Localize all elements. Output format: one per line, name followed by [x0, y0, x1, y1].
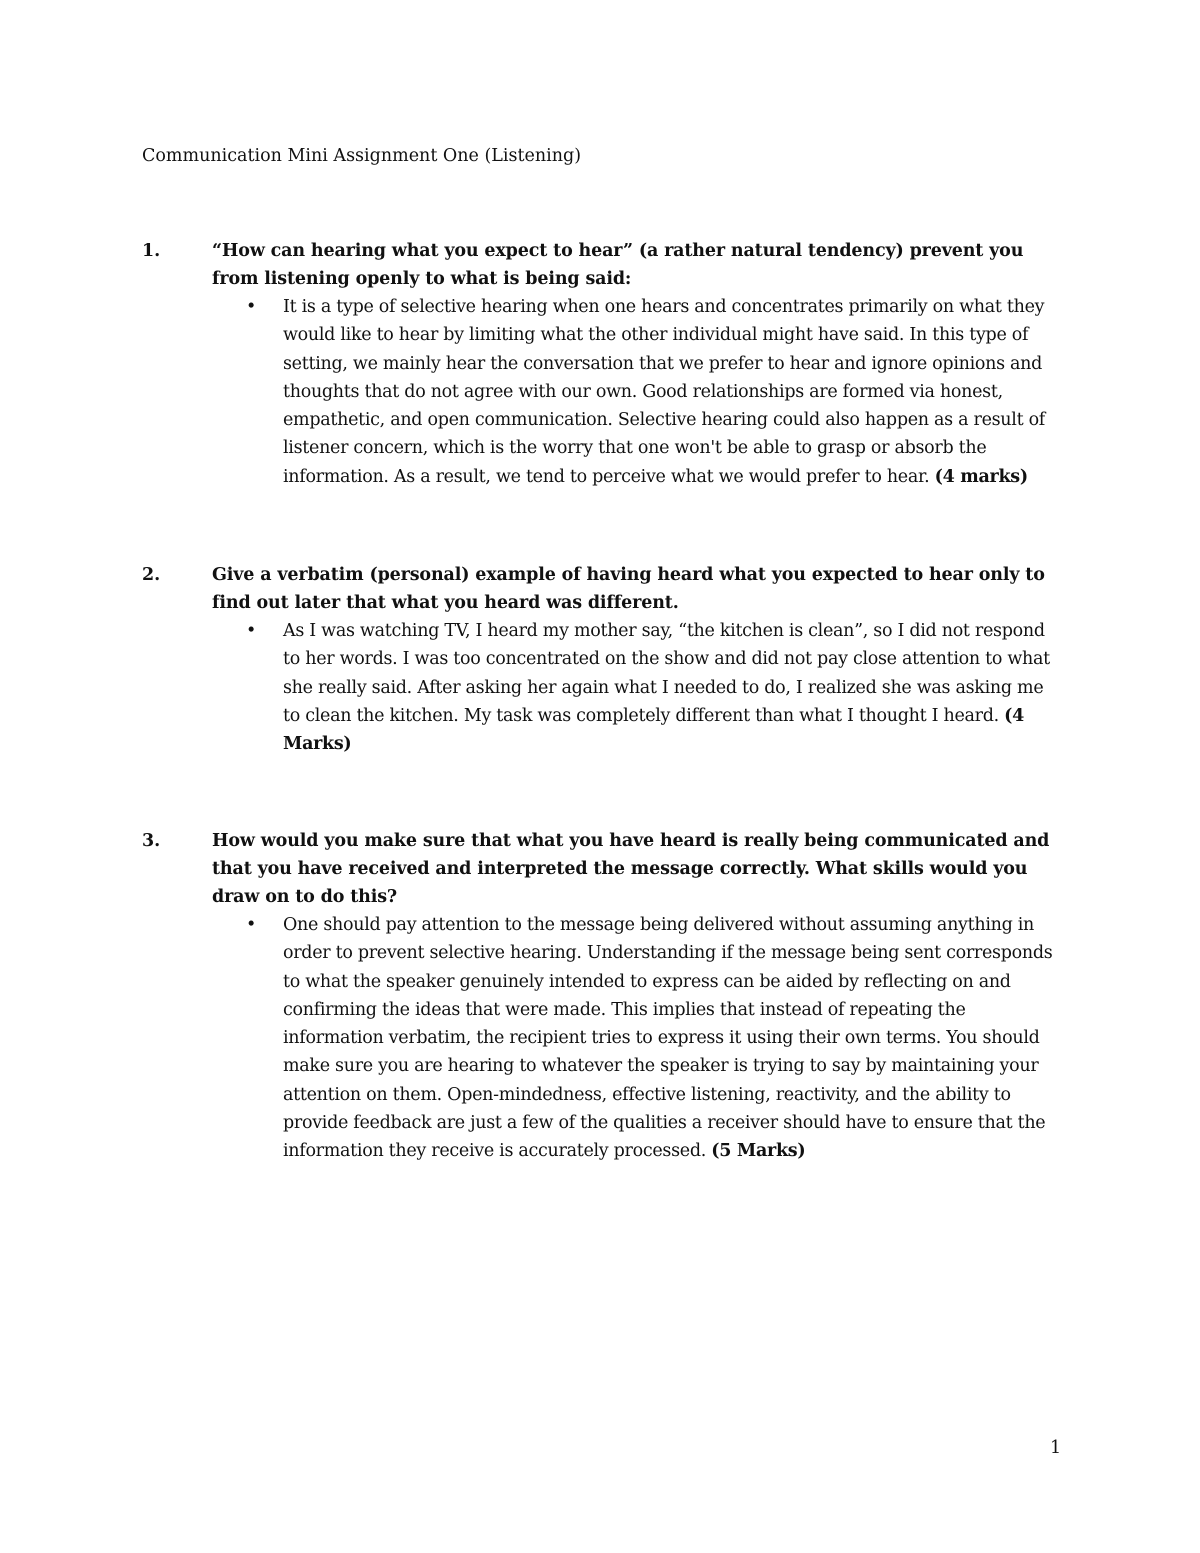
- question-header: [142, 827, 1062, 911]
- marks-label: (4 Marks): [283, 705, 1024, 755]
- answer-item: [212, 293, 1062, 491]
- question-number: 3.: [142, 831, 161, 851]
- page-number: 1: [1050, 1438, 1062, 1458]
- answer-body: One should pay attention to the message being delivered without assuming anything in order to prevent selective hearing. Understanding if the message being sent corresponds to what the speaker genuinely intended to express can be aided by reflecting on and confirming the ideas that were made. This implies that instead of repeating the information verbatim, the recipient tries to express it using their own terms. You should make sure you are hearing to whatever the speaker is trying to say by maintaining your attention on them. Open-mindedness, effective listening, reactivity, and the ability to provide feedback are just a few of the qualities a receiver should have to ensure that the information they receive is accurately processed.: [283, 915, 1053, 1162]
- answer-text: [283, 293, 1058, 491]
- bullet-icon: •: [246, 621, 257, 641]
- question-text: Give a verbatim (personal) example of having heard what you expected to hear only to find out later that what you heard was different.: [212, 565, 1045, 613]
- answer-body: It is a type of selective hearing when one hears and concentrates primarily on what they would like to hear by limiting what the other individual might have said. In this type of setting, we mainly hear the conversation that we prefer to hear and ignore opinions and thoughts that do not agree with our own. Good relationships are formed via honest, empathetic, and open communication. Selective hearing could also happen as a result of listener concern, which is the worry that one won't be able to grasp or absorb the information. As a result, we tend to perceive what we would prefer to hear.: [283, 297, 1045, 487]
- question-header: [142, 561, 1062, 617]
- question-text: How would you make sure that what you have heard is really being communicated and that you have received and interpreted the message correctly. What skills would you draw on to do this?: [212, 831, 1050, 907]
- bullet-icon: •: [246, 297, 257, 317]
- answer-item: [212, 617, 1062, 758]
- marks-label: (4 marks): [934, 466, 1028, 487]
- answer-text: [283, 617, 1058, 758]
- answer-text: [283, 911, 1058, 1166]
- question-2: [142, 561, 1062, 758]
- marks-label: (5 Marks): [711, 1141, 806, 1162]
- bullet-icon: •: [246, 915, 257, 935]
- question-3: [142, 827, 1062, 1166]
- question-number: 2.: [142, 565, 161, 585]
- document-title: Communication Mini Assignment One (Listening): [142, 146, 582, 166]
- answer-item: [212, 911, 1062, 1166]
- answer-body: As I was watching TV, I heard my mother say, “the kitchen is clean”, so I did not respond to her words. I was too concentrated on the show and did not pay close attention to what she really said. After asking her again what I needed to do, I realized she was asking me to clean the kitchen. My task was completely different than what I thought I heard.: [283, 621, 1050, 726]
- question-number: 1.: [142, 241, 161, 261]
- question-text: “How can hearing what you expect to hear” (a rather natural tendency) prevent you from listening openly to what is being said:: [212, 241, 1024, 289]
- question-1: [142, 237, 1062, 491]
- question-header: [142, 237, 1062, 293]
